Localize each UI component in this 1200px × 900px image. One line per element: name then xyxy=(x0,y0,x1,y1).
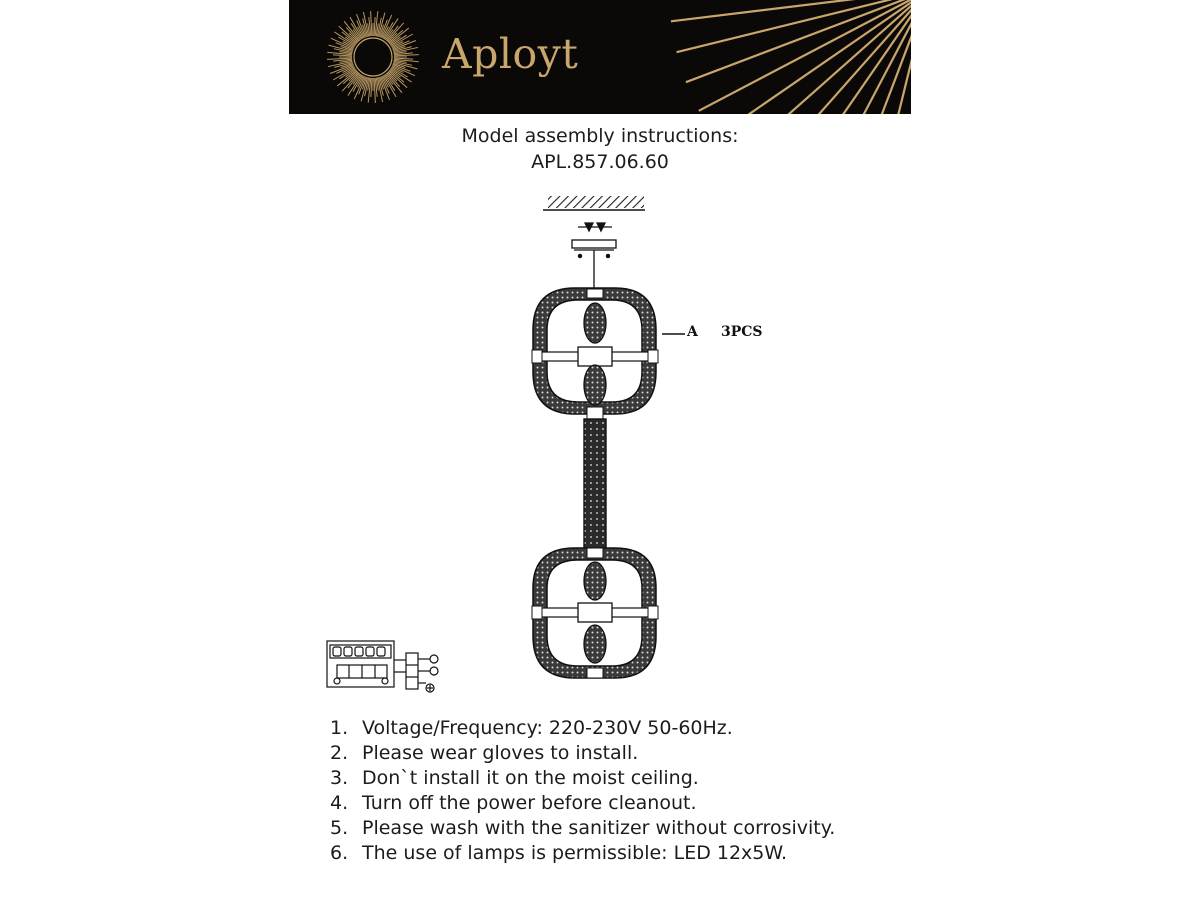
title-line-1: Model assembly instructions: xyxy=(461,125,739,147)
canopy xyxy=(572,223,616,292)
instruction-text: Voltage/Frequency: 220-230V 50-60Hz. xyxy=(362,717,733,739)
instruction-number: 1. xyxy=(330,717,349,739)
instruction-item xyxy=(330,716,835,741)
instruction-number: 6. xyxy=(330,842,349,864)
instruction-item xyxy=(330,791,835,816)
instruction-text: The use of lamps is permissible: LED 12x5W. xyxy=(362,842,788,864)
instruction-item xyxy=(330,741,835,766)
instruction-number: 3. xyxy=(330,767,349,789)
brand-logo-text: Aployt xyxy=(442,30,579,78)
instruction-item xyxy=(330,766,835,791)
instructions-list xyxy=(330,716,835,866)
instruction-number: 4. xyxy=(330,792,349,814)
instruction-text: Please wash with the sanitizer without corrosivity. xyxy=(362,817,836,839)
part-quantity: 3PCS xyxy=(721,324,763,340)
instruction-text: Turn off the power before cleanout. xyxy=(362,792,697,814)
instruction-text: Please wear gloves to install. xyxy=(362,742,639,764)
instruction-text: Don`t install it on the moist ceiling. xyxy=(362,767,699,789)
instruction-number: 5. xyxy=(330,817,349,839)
connecting-rod xyxy=(584,419,606,552)
instruction-item xyxy=(330,841,835,866)
instruction-item xyxy=(330,816,835,841)
instruction-number: 2. xyxy=(330,742,349,764)
lamp-module-upper xyxy=(532,288,658,419)
model-number: APL.857.06.60 xyxy=(531,151,669,173)
terminal-block-icon xyxy=(327,641,438,692)
part-label: A xyxy=(687,324,698,340)
ceiling-mount xyxy=(543,196,645,210)
lamp-module-lower xyxy=(532,548,658,678)
